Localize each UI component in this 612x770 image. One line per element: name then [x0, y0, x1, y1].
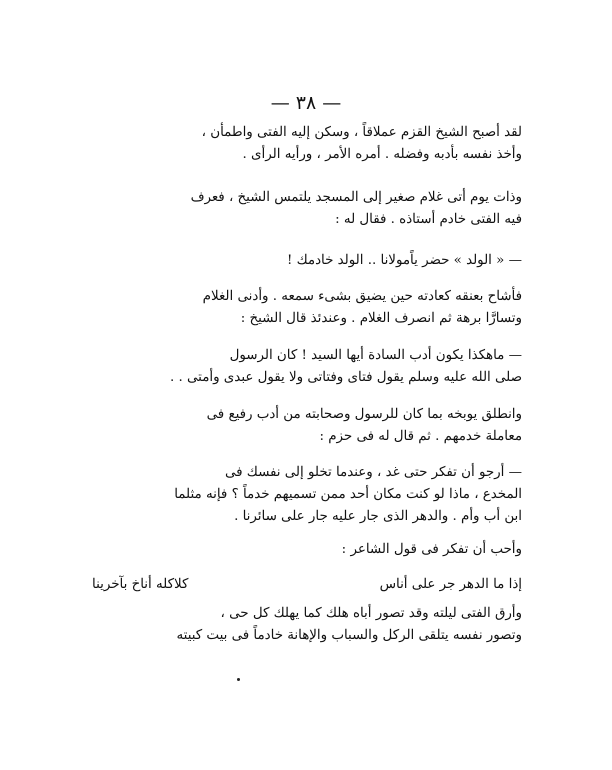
text-line: فأشاح بعنقه كعادته حين يضيق بشىء سمعه . وأدنى الغلام — [202, 289, 522, 304]
paragraph-4 — [92, 286, 522, 330]
text-line: وذات يوم أتى غلام صغير إلى المسجد يلتمس الشيخ ، فعرف — [190, 190, 522, 205]
text-line: وأخذ نفسه بأدبه وفضله . أمره الأمر ، ورأيه الرأى . — [242, 147, 522, 162]
paragraph-7 — [92, 462, 522, 528]
verse-first-hemistich: إذا ما الدهر جر على أناس — [379, 577, 522, 592]
verse-second-hemistich: كلاكله أناخ بآخرينا — [92, 577, 189, 592]
poetry-verse — [92, 574, 522, 596]
text-line: لقد أصبح الشيخ القزم عملاقاً ، وسكن إليه الفتى واطمأن ، — [201, 125, 522, 140]
paragraph-2 — [92, 187, 522, 231]
paragraph-3 — [92, 250, 522, 272]
text-line: وتصور نفسه يتلقى الركل والسباب والإهانة خادماً فى بيت كبيته — [176, 628, 522, 643]
text-line: معاملة خدمهم . ثم قال له فى حزم : — [319, 429, 522, 444]
page-number: — ٣٨ — — [270, 92, 342, 114]
text-line: المخدع ، ماذا لو كنت مكان أحد ممن تسميهم خدماً ؟ فإنه مثلما — [174, 487, 522, 502]
text-line: وأرق الفتى ليلته وقد تصور أباه هلك كما يهلك كل حى ، — [220, 606, 522, 621]
paragraph-1 — [92, 122, 522, 166]
text-line: — أرجو أن تفكر حتى غد ، وعندما تخلو إلى نفسك فى — [224, 465, 522, 480]
text-line: — « الولد » حضر ياًمولانا .. الولد خادمك ! — [286, 253, 522, 268]
text-line: فيه الفتى خادم أستاذه . فقال له : — [335, 212, 522, 227]
text-line: ابن أب وأم . والدهر الذى جار عليه جار على سائرنا . — [234, 509, 522, 524]
text-line: وتسارَّا برهة ثم انصرف الغلام . وعندئذ قال الشيخ : — [240, 311, 522, 326]
text-line: وأحب أن تفكر فى قول الشاعر : — [341, 542, 522, 557]
text-line: وانطلق يوبخه بما كان للرسول وصحابته من أدب رفيع فى — [206, 407, 522, 422]
paragraph-5 — [92, 345, 522, 389]
paragraph-8 — [92, 539, 522, 561]
text-line: صلى الله عليه وسلم يقول فتاى وفتاتى ولا يقول عبدى وأمتى . . — [169, 370, 522, 385]
paragraph-6 — [92, 404, 522, 448]
text-line: — ماهكذا يكون أدب السادة أيها السيد ! كان الرسول — [229, 348, 522, 363]
paragraph-9 — [92, 603, 522, 647]
ink-dot — [237, 678, 240, 681]
